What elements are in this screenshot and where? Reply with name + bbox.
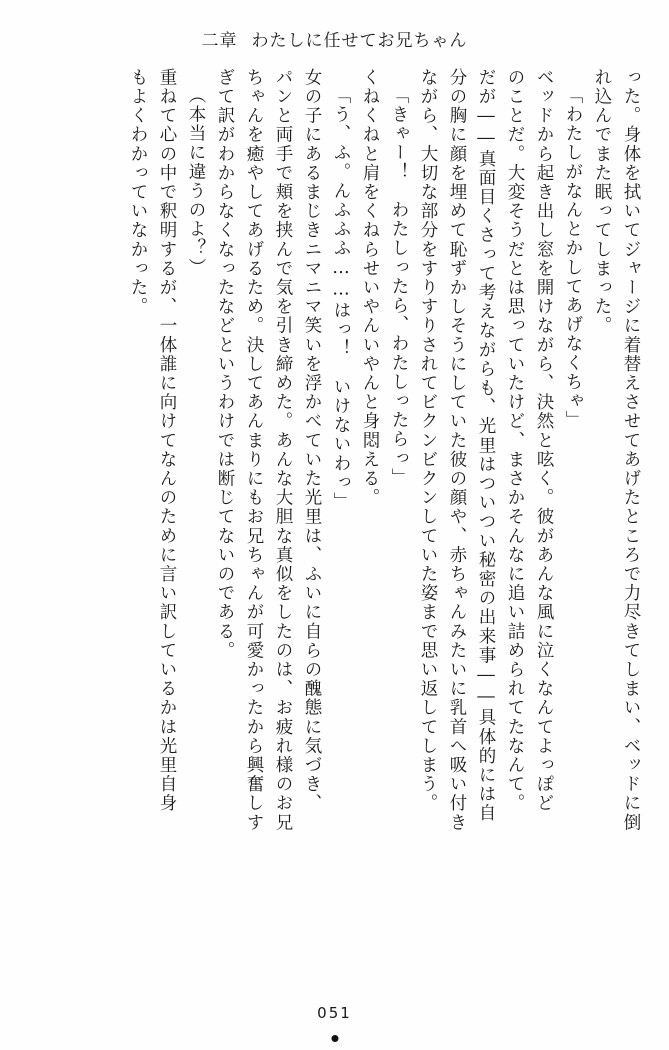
text-column: 「わたしがなんとかしてあげなくちゃ」 — [563, 86, 583, 430]
chapter-number: 二章 — [201, 31, 238, 51]
text-column: くねくねと肩をくねらせいやんいやんと身悶える。 — [360, 68, 380, 508]
text-column: ぎて訳がわからなくなったなどというわけでは断じてないのである。 — [215, 68, 235, 661]
vertical-body-text — [30, 68, 639, 983]
page-number: 051 — [317, 1004, 352, 1022]
text-column: 分の胸に顔を埋めて恥ずかしそうにしていた彼の顔や、赤ちゃんみたいに乳首へ吸い付き — [447, 68, 467, 832]
footer-dot-ornament — [331, 1035, 338, 1042]
text-column: った。身体を拭いてジャージに着替えさせてあげたところで力尽きてしまい、ベッドに倒 — [621, 68, 641, 832]
chapter-title: わたしに任せてお兄ちゃん — [251, 31, 468, 51]
text-column: 「きゃー！ わたしったら、わたしったらっ」 — [389, 86, 409, 488]
text-column: ベッドから起き出し窓を開けながら、決然と呟く。彼があんな風に泣くなんてよっぽど — [534, 68, 554, 813]
text-column: れ込んでまた眠ってしまった。 — [592, 68, 612, 336]
text-column: ちゃんを癒やしてあげるため。決してあんまりにもお兄ちゃんが可愛かったから興奮しす — [244, 68, 264, 832]
text-column: だが――真面目くさって考えながらも、光里はついつい秘密の出来事――具体的には自 — [476, 68, 496, 823]
text-column: ながら、大切な部分をすりすりされてビクンビクンしていた姿まで思い返してしまう。 — [418, 68, 438, 813]
text-column: 女の子にあるまじきニマニマ笑いを浮かべていた光里は、ふいに自らの醜態に気づき、 — [302, 68, 322, 813]
header-divider — [34, 56, 635, 57]
text-column: パンと両手で頬を挟んで気を引き締めた。あんな大胆な真似をしたのは、お疲れ様のお兄 — [273, 68, 293, 832]
text-column: のことだ。大変そうだとは思っていたけど、まさかそんなに追い詰められてたなんて。 — [505, 68, 525, 813]
text-column: 重ねて心の中で釈明するが、一体誰に向けてなんのために言い訳しているかは光里自身 — [157, 68, 177, 813]
text-column: もよくわかっていなかった。 — [128, 68, 148, 317]
text-column: （本当に違うのよ？） — [186, 86, 206, 277]
chapter-header — [0, 26, 669, 51]
text-column: 「う、ふ。んふふふ……はっ！ いけないわっ」 — [331, 86, 351, 512]
